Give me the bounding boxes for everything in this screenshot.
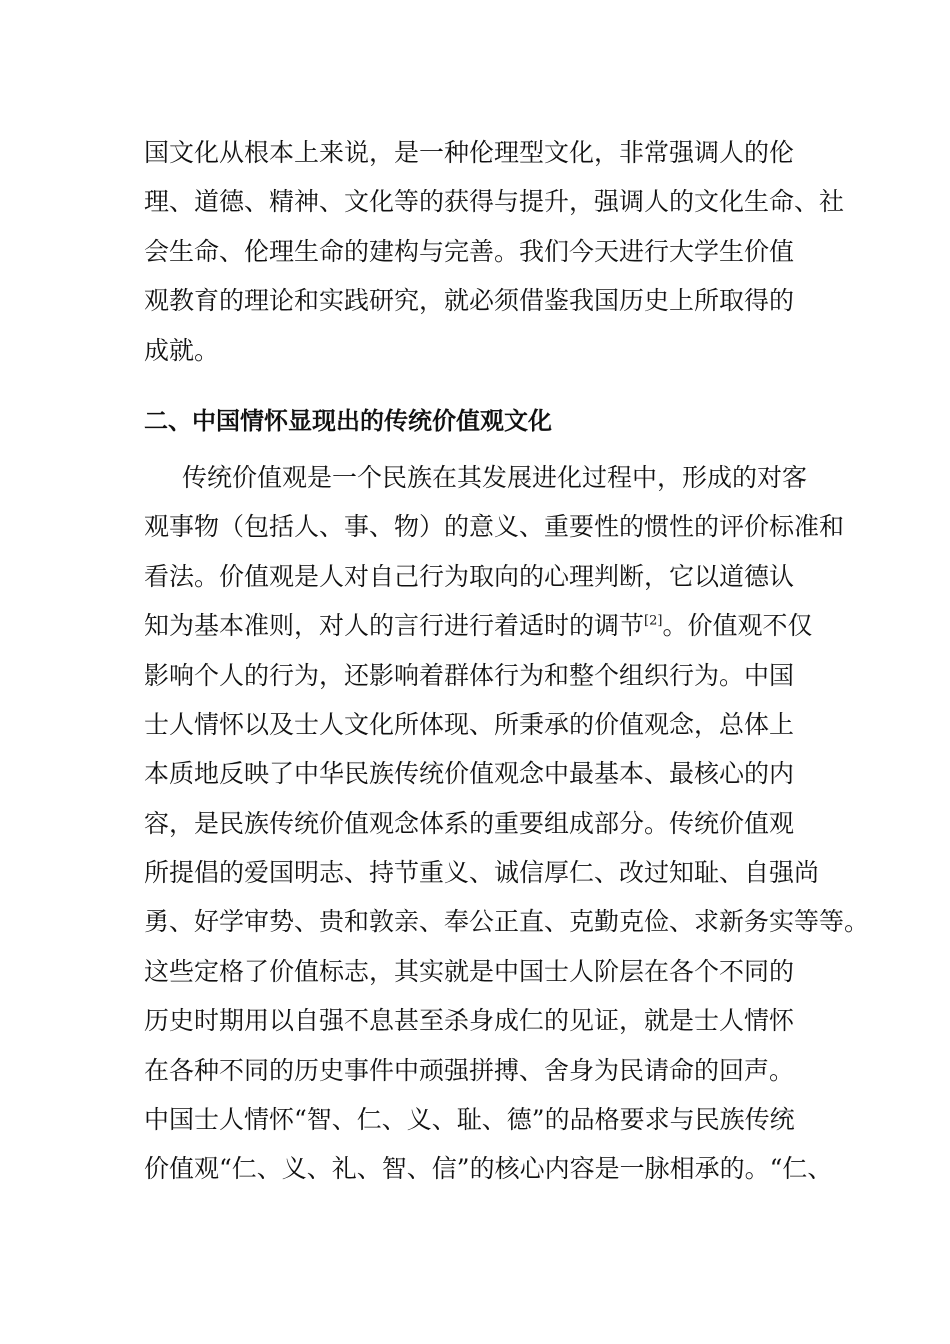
citation-ref[interactable]: [2] — [644, 613, 663, 629]
text-segment: 。价值观不仅 — [662, 611, 813, 641]
text-line: 价值观“仁、义、礼、智、信”的核心内容是一脉相承的。“仁、 — [144, 1154, 833, 1184]
text-line: 观教育的理论和实践研究，就必须借鉴我国历史上所取得的 — [144, 286, 795, 316]
text-line: 中国士人情怀“智、仁、义、耻、德”的品格要求与民族传统 — [144, 1105, 795, 1135]
text-line: 所提倡的爱国明志、持节重义、诚信厚仁、改过知耻、自强尚 — [144, 858, 820, 888]
paragraph-intro — [144, 128, 845, 375]
text-line: 会生命、伦理生命的建构与完善。我们今天进行大学生价值 — [144, 236, 795, 266]
text-line: 影响个人的行为，还影响着群体行为和整个组织行为。中国 — [144, 660, 795, 690]
text-segment: 知为基本准则，对人的言行进行着适时的调节 — [144, 611, 645, 641]
text-line: 这些定格了价值标志，其实就是中国士人阶层在各个不同的 — [144, 956, 795, 986]
text-line: 理、道德、精神、文化等的获得与提升，强调人的文化生命、社 — [144, 187, 845, 217]
text-line: 士人情怀以及士人文化所体现、所秉承的价值观念，总体上 — [144, 709, 795, 739]
document-page — [144, 128, 870, 1194]
text-line: 本质地反映了中华民族传统价值观念中最基本、最核心的内 — [144, 759, 795, 789]
text-line: 传统价值观是一个民族在其发展进化过程中，形成的对客 — [182, 462, 808, 492]
section-heading: 二、中国情怀显现出的传统价值观文化 — [144, 406, 552, 435]
text-line: 国文化从根本上来说，是一种伦理型文化，非常强调人的伦 — [144, 138, 795, 167]
paragraph-traditional-values — [144, 453, 870, 1194]
paragraph-gap — [144, 375, 820, 389]
text-line-with-citation — [144, 601, 820, 650]
text-line: 看法。价值观是人对自己行为取向的心理判断，它以道德认 — [144, 561, 795, 591]
text-line: 容，是民族传统价值观念体系的重要组成部分。传统价值观 — [144, 808, 795, 838]
text-line: 历史时期用以自强不息甚至杀身成仁的见证，就是士人情怀 — [144, 1006, 795, 1036]
text-line: 勇、好学审势、贵和敦亲、奉公正直、克勤克俭、求新务实等等。 — [144, 907, 870, 937]
text-line: 在各种不同的历史事件中顽强拼搏、舍身为民请命的回声。 — [144, 1055, 795, 1085]
text-line: 成就。 — [144, 335, 220, 365]
text-line: 观事物（包括人、事、物）的意义、重要性的惯性的评价标准和 — [144, 512, 845, 542]
